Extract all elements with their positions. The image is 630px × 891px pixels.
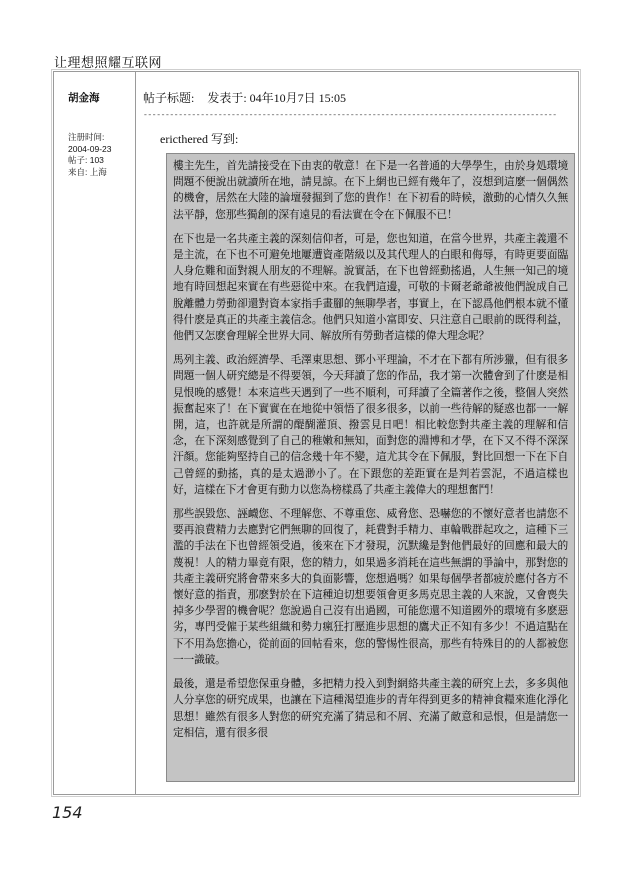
page-number: 154 [52,803,83,822]
quote-paragraph: 在下也是一名共產主義的深刻信仰者，可是，您也知道，在當今世界，共產主義還不是主流，在下也不可避免地屢遭資產階級以及其代理人的白眼和侮辱，有時更要面臨人身危難和面對親人朋友的不理解。說實話，在下也曾經動搖過，人生無一知己的境地有時回想起來實在有些惡從中來。在我們這邊，可敬的卡爾老爺爺被他們說成自己脫離體力勞動卻還對資本家指手畫腳的無聊學者，事實上，在下認爲他們根本就不懂得什麽是真正的共產主義信念。他們只知道小富即安、只注意自己眼前的既得利益，他們又怎麽會理解全世界大同、解放所有勞動者這樣的偉大理念呢？ [173,231,568,343]
forum-post [53,71,579,795]
quote-paragraph: 最後，還是希望您保重身體，多把精力投入到對網絡共產主義的研究上去，多多與他人分享您的研究成果，也讓在下這種渴望進步的青年得到更多的精神食糧來進化淨化思想！雖然有很多人對您的研究充滿了猜忌和不屑、充滿了敵意和忌恨，但是請您一定相信，還有很多很 [173,677,568,739]
site-title: 让理想照耀互联网 [54,56,163,71]
posted-date: 发表于: 04年10月7日 15:05 [207,91,347,105]
user-column [54,72,136,794]
post-count: 帖子: 103 [68,155,104,165]
author-name: 胡金海 [68,92,100,104]
quote-paragraph: 樓主先生，首先請接受在下由衷的敬意！在下是一名普通的大學學生，由於身処環境問題不便說出就讀所在地，請見諒。在下上網也已經有幾年了，沒想到這麼一個偶然的機會，居然在大陸的論壇發掘到了您的貴作！在下初看的時候，激動的心情久久無法平靜，您那些獨創的深有遠見的看法實在令在下佩服不已！ [173,159,568,221]
quote-paragraph: 馬列主義、政治經濟學、毛澤東思想、鄧小平理論，不才在下都有所涉獵，但有很多問題一個人研究總是不得要領，今天拜讀了您的作品，我才第一次體會到了什麽是相見恨晚的感覺！本來這些天遇到了一些不順利，可拜讀了全篇著作之後，整個人突然振奮起來了！在下實實在在地從中領悟了很多很多，以前一些待解的疑惑也都一一解開，這，也許就是所謂的醍醐灌頂、撥雲見日吧！相比較您對共產主義的理解和信念，在下深刻感覺到了自己的稚嫩和無知，面對您的淵博和才學，在下又不得不深深汗顏。您能夠堅持自己的信念幾十年不變，這尤其令在下佩服，對比回想一下在下自己曾經的動搖，真的是太過渺小了。在下跟您的差距實在是判若雲泥，不過這樣也好，這樣在下才會更有動力以您為榜樣爲了共產主義偉大的理想奮鬥！ [173,353,568,496]
reg-label: 注册时间: [68,132,105,142]
location: 来自: 上海 [68,166,107,177]
subject-label: 帖子标题: [143,91,195,105]
quote-paragraph: 那些誤毀您、誣衊您、不理解您、不尊重您、威脅您、恐嚇您的不懷好意者也請您不要再浪費精力去應對它們無聊的回復了，耗費對手精力、車輪戰群起攻之，這種下三濫的手法在下也曾經領受過，後來在下才發現，沉默纔是對他們最好的回應和最大的蔑視！人的精力畢竟有限，您的精力，如果過多消耗在這些無謂的爭論中，那對您的共產主義研究將會帶來多大的負面影響，您想過嗎？如果每個學者都疲於應付各方不懷好意的指責，那麽對於在下這種迫切想要領會更多馬克思主義的人來說，又會喪失掉多少學習的機會呢？您說過自己沒有出過國，可能您還不知道國外的環境有多麽惡劣，專門受僱于某些組織和勢力瘋狂打壓進步思想的鷹犬正不知有多少！不過這點在下不用為您擔心，從前面的回帖看來，您的警惕性很高，那些有特殊目的的人都被您一一識破。 [173,507,568,666]
dashed-divider: ---------------------------------------------------------------------------------------------- [143,111,557,120]
user-info [68,132,134,178]
quote-block [166,153,575,782]
reg-date: 2004-09-23 [68,143,112,154]
post-header [143,89,346,106]
quote-author: ericthered 写到: [160,132,239,146]
